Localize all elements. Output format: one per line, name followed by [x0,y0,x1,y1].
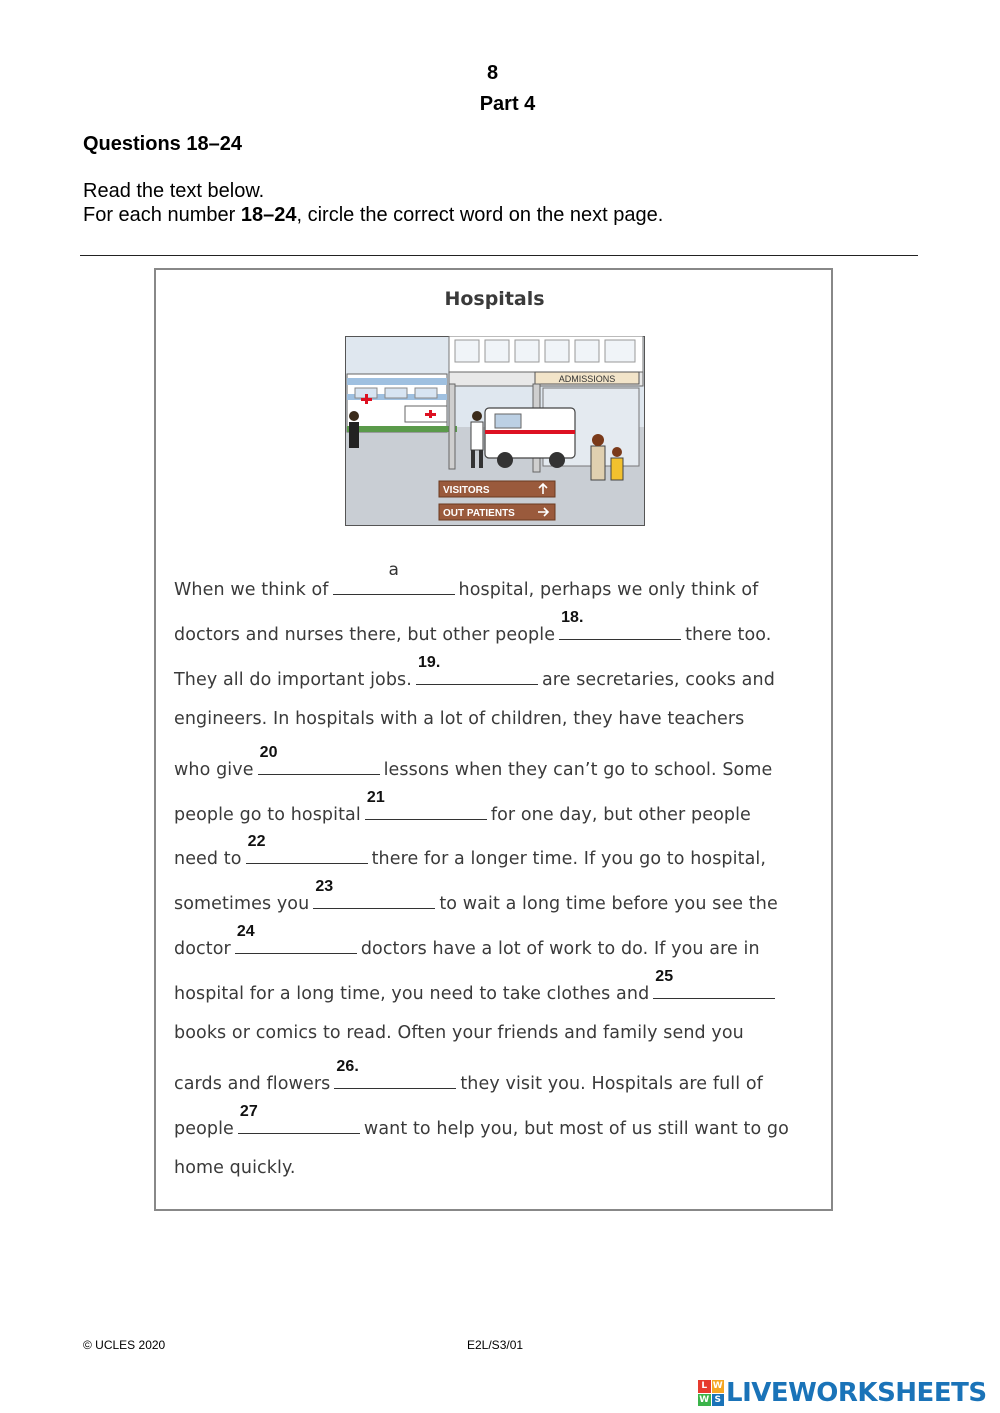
passage-line-text: lessons when they can’t go to school. Some [383,760,773,780]
passage-line-text: want to help you, but most of us still want to go [363,1119,789,1139]
passage-line-text: people [174,1119,234,1139]
logo-badge-letter: S [712,1394,725,1407]
answer-gap[interactable] [365,789,487,820]
passage-line-text: there for a longer time. If you go to hospital, [371,849,767,869]
passage-line [174,923,760,959]
logo-badge-letter: W [712,1381,723,1391]
passage-title: Hospitals [444,288,545,310]
passage-line-text: doctor [174,939,231,959]
page-number: 8 [486,62,499,84]
part-title: Part 4 [479,93,536,115]
gap-number: 26. [336,1058,359,1075]
instruction-line-2 [83,204,663,227]
passage-line-text: to wait a long time before you see the [439,894,778,914]
passage-line-text: cards and flowers [174,1074,331,1094]
passage-line [174,789,751,825]
logo-badge-letter: W [699,1394,710,1405]
passage-line-text: are secretaries, cooks and [541,670,775,690]
passage-line [174,560,759,600]
gap-number: 22 [247,833,266,850]
passage-line-text: for one day, but other people [490,805,751,825]
instruction-line-1: Read the text below. [83,180,265,202]
passage-line-text: sometimes you [174,894,310,914]
gap-number: 19. [417,654,441,671]
answer-gap[interactable] [246,833,368,864]
passage-line-text: home quickly. [174,1158,296,1178]
passage-line [174,1058,763,1094]
passage-line-text: They all do important jobs. [174,670,412,690]
example-answer: a [388,560,400,580]
gap-number: 24 [236,923,255,940]
instruction-range: 18–24 [240,204,297,226]
passage-line-text: who give [174,760,254,780]
liveworksheets-logo[interactable] [698,1378,987,1408]
answer-gap[interactable] [235,923,357,954]
out-patients-sign: OUT PATIENTS [443,508,515,519]
passage-line-text: doctors have a lot of work to do. If you are in [360,939,760,959]
passage-line [174,744,773,780]
passage-line [174,833,767,869]
passage-line-text: doctors and nurses there, but other people [174,625,556,645]
answer-gap[interactable] [258,744,380,775]
logo-badge-icon [698,1380,724,1406]
passage-line-text: engineers. In hospitals with a lot of children, they have teachers [174,709,745,729]
gap-number: 27 [239,1103,258,1120]
passage-line [174,1158,296,1178]
answer-gap[interactable] [559,609,681,640]
answer-gap[interactable] [653,968,775,999]
passage-line [174,654,775,690]
divider [80,255,918,256]
answer-gap[interactable] [238,1103,360,1134]
passage-line [174,709,744,729]
passage-line-text: hospital for a long time, you need to take clothes and [174,984,650,1004]
brand-name: LIVEWORKSHEETS [726,1378,987,1408]
passage-line [174,878,778,914]
passage-line-text: there too. [685,625,772,645]
gap-number: 20 [259,744,278,761]
passage-line-text: they visit you. Hospitals are full of [460,1074,763,1094]
passage-line [174,1023,744,1043]
passage-line-text: hospital, perhaps we only think of [458,580,759,600]
answer-gap[interactable] [313,878,435,909]
passage-line-text: need to [174,849,242,869]
copyright: © UCLES 2020 [83,1338,166,1352]
hospital-illustration [345,336,645,526]
gap-number: 21 [366,789,385,806]
admissions-sign: ADMISSIONS [558,374,616,384]
gap-number: 25 [655,968,674,985]
gap-number: 18. [561,609,584,626]
passage-line [174,968,779,1004]
passage-line-text: people go to hospital [174,805,361,825]
instruction-text: For each number [83,204,241,226]
visitors-sign: VISITORS [443,485,490,496]
gap-number: 23 [315,878,334,895]
passage-line-text: When we think of [174,580,329,600]
example-gap [333,560,455,595]
answer-gap[interactable] [416,654,538,685]
passage-line [174,1103,789,1139]
passage-line-text: books or comics to read. Often your friends and family send you [174,1023,744,1043]
logo-badge-letter: L [698,1380,711,1393]
questions-title: Questions 18–24 [83,133,242,155]
passage-line [174,609,772,645]
instruction-text: , circle the correct word on the next page. [296,204,664,226]
document-code: E2L/S3/01 [467,1338,524,1352]
answer-gap[interactable] [334,1058,456,1089]
